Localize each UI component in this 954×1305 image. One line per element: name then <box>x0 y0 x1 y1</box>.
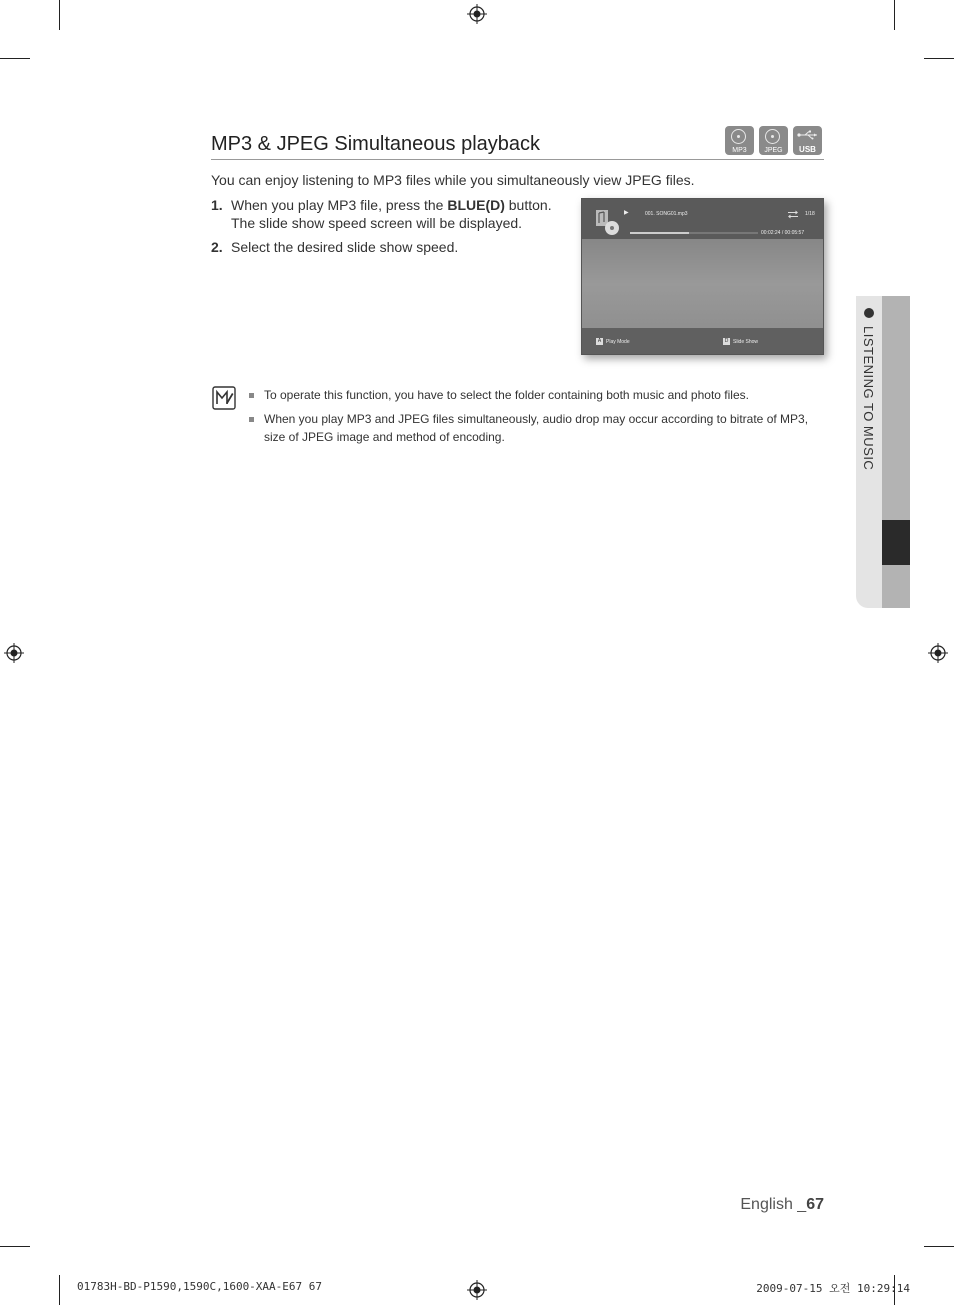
step-text: Select the desired slide show speed. <box>231 239 459 255</box>
track-count: 1/18 <box>805 211 815 217</box>
step-1 <box>211 196 571 236</box>
crop-mark <box>0 58 30 59</box>
note-item <box>249 386 824 406</box>
step-text-part: button. <box>504 197 552 213</box>
title-divider <box>211 159 824 160</box>
play-time: 00:02:24 / 00:05:57 <box>761 230 805 236</box>
mp3-badge <box>725 126 754 155</box>
registration-mark-icon <box>4 643 24 663</box>
step-text-line: The slide show speed screen will be displayed. <box>231 215 523 231</box>
registration-mark-icon <box>467 1280 487 1300</box>
chapter-label: LISTENING TO MUSIC <box>861 326 876 471</box>
print-info-right: 2009-07-15 오전 10:29:14 <box>756 1282 910 1295</box>
step-text <box>231 196 552 232</box>
badge-label: USB <box>799 145 816 154</box>
page-title: MP3 & JPEG Simultaneous playback <box>211 133 541 155</box>
progress-bar <box>630 232 758 234</box>
step-2 <box>211 238 571 258</box>
bullet-icon <box>249 417 254 422</box>
crop-mark <box>924 1246 954 1247</box>
print-info-left: 01783H-BD-P1590,1590C,1600-XAA-E67 67 <box>77 1280 323 1293</box>
progress-fill <box>630 232 689 234</box>
registration-mark-icon <box>928 643 948 663</box>
track-name: 001. SONG01.mp3 <box>645 211 688 217</box>
disc-icon <box>765 129 780 144</box>
jpeg-badge <box>759 126 788 155</box>
step-number: 1. <box>211 197 223 213</box>
player-info-bar <box>582 199 823 239</box>
disc-icon <box>731 129 746 144</box>
registration-mark-icon <box>467 4 487 24</box>
key-d-icon: D <box>724 338 729 344</box>
crop-mark <box>59 1275 60 1305</box>
play-icon: ▶ <box>624 210 629 216</box>
page-number <box>740 1196 824 1214</box>
badge-label: MP3 <box>732 147 747 154</box>
slide-show-label: Slide Show <box>733 339 759 345</box>
crop-mark <box>894 0 895 30</box>
bullet-icon <box>249 393 254 398</box>
note-text: To operate this function, you have to select the folder containing both music and photo files. <box>264 388 749 402</box>
step-number: 2. <box>211 239 223 255</box>
badge-label: JPEG <box>764 147 783 154</box>
music-note-icon <box>592 208 620 236</box>
usb-badge <box>793 126 822 155</box>
chapter-tab-marker <box>882 520 910 565</box>
note-text: When you play MP3 and JPEG files simultaneously, audio drop may occur according to bitrate of MP3, size of JPEG image and method of encoding. <box>264 412 809 444</box>
intro-text: You can enjoy listening to MP3 files while you simultaneously view JPEG files. <box>211 172 695 188</box>
note-icon <box>212 386 236 410</box>
screen-illustration <box>581 198 824 355</box>
page-number-value: 67 <box>806 1196 824 1213</box>
page-prefix: English _ <box>740 1196 807 1213</box>
note-item <box>249 410 824 450</box>
key-a-icon: A <box>597 338 602 344</box>
crop-mark <box>924 58 954 59</box>
crop-mark <box>59 0 60 30</box>
player-key-bar <box>582 328 823 354</box>
blue-d-button-label: BLUE(D) <box>447 197 505 213</box>
repeat-icon <box>787 210 799 219</box>
step-text-part: When you play MP3 file, press the <box>231 197 448 213</box>
play-mode-label: Play Mode <box>606 339 630 345</box>
bullet-dot-icon <box>864 308 874 318</box>
usb-icon <box>797 130 818 140</box>
crop-mark <box>0 1246 30 1247</box>
